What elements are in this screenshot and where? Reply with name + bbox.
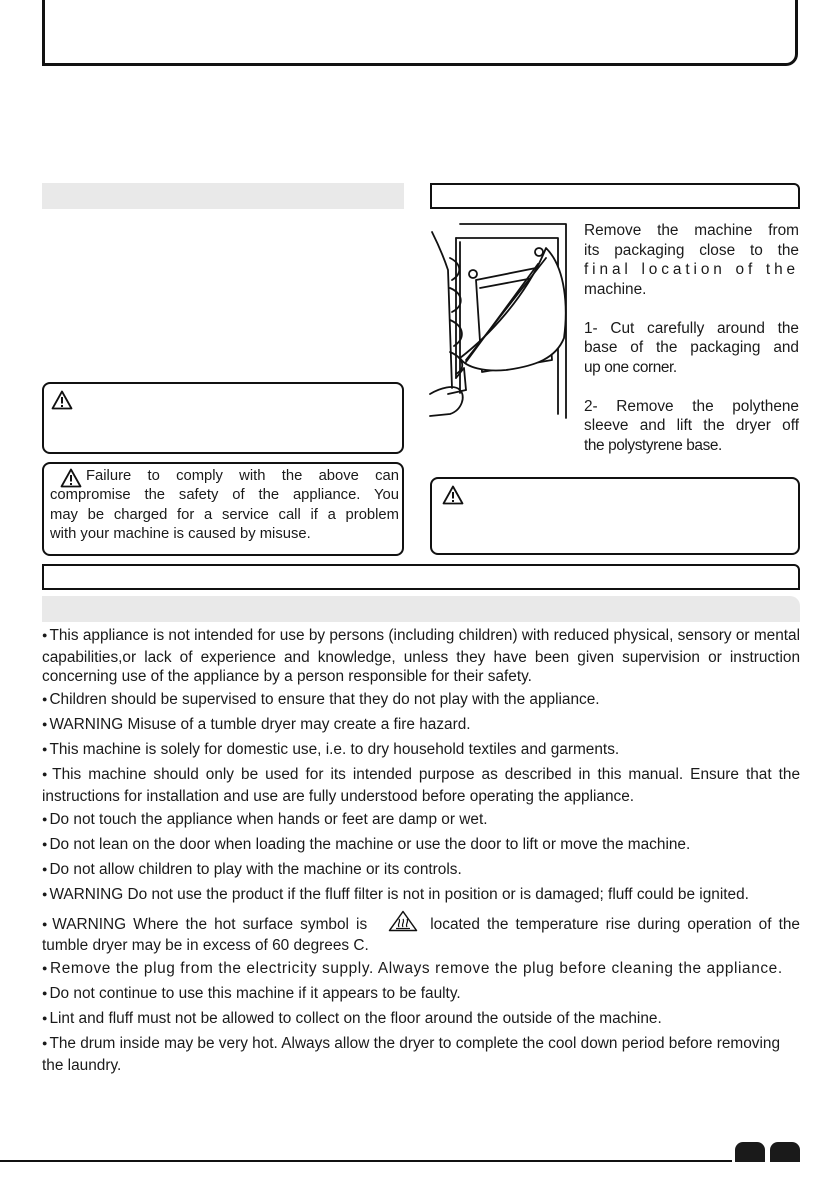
safety-instructions-list — [42, 626, 800, 1079]
right-section-heading-box — [430, 183, 800, 209]
step1-line-2: base of the packaging and — [584, 339, 799, 356]
safety-section-heading-box — [42, 564, 800, 590]
intro-line-4: machine. — [584, 280, 647, 298]
safety-bullet-4: ● This machine is solely for domestic use, i.e. to dry household textiles and garments. — [42, 740, 800, 762]
unpacking-illustration — [426, 218, 576, 433]
misuse-line-3: may be charged for a service call if a problem — [50, 506, 399, 523]
title-frame — [42, 0, 798, 66]
left-section-heading-bar — [42, 183, 404, 209]
safety-bullet-11: ● Remove the plug from the electricity supply. Always remove the plug before cleaning the appliance. — [42, 959, 800, 981]
safety-bullet-8: ● Do not allow children to play with the machine or its controls. — [42, 860, 800, 882]
warning-triangle-icon — [51, 390, 73, 410]
intro-line-3: final location of the — [584, 261, 799, 278]
intro-line-2: its packaging close to the — [584, 241, 799, 259]
page-tab-right — [770, 1142, 800, 1162]
safety-bullet-13: ● Lint and fluff must not be allowed to collect on the floor around the outside of the machine. — [42, 1009, 800, 1031]
safety-bullet-3: ● WARNING Misuse of a tumble dryer may create a fire hazard. — [42, 715, 800, 737]
hot-surface-icon — [388, 910, 418, 932]
safety-bullet-6: ● Do not touch the appliance when hands or feet are damp or wet. — [42, 810, 800, 832]
left-warning-box-2 — [42, 462, 404, 556]
intro-line-1: Remove the machine from — [584, 222, 799, 239]
safety-subheading-bar — [42, 596, 800, 622]
safety-bullet-1: ● This appliance is not intended for use by persons (including children) with reduced physical, sensory or mental capabilities,or lack of experience and knowledge, unless they have been given supervision or instruction concerning use of the appliance by a person responsible for their safety. — [42, 626, 800, 687]
left-warning-box-1 — [42, 382, 404, 454]
footer-rule — [0, 1160, 732, 1162]
hot-surface-text-after: located the temperature rise during operation of the tumble dryer may be in excess of 60 degrees C. — [42, 915, 800, 955]
misuse-warning-text — [50, 467, 399, 545]
safety-bullet-10 — [42, 910, 800, 956]
misuse-line-4: with your machine is caused by misuse. — [50, 526, 311, 543]
safety-bullet-5: ● This machine should only be used for its intended purpose as described in this manual. Ensure that the instructions for installation and use are fully understood before operating the appliance. — [42, 765, 800, 806]
misuse-line-2: compromise the safety of the appliance. You — [50, 487, 399, 504]
safety-bullet-12: ● Do not continue to use this machine if it appears to be faulty. — [42, 984, 800, 1006]
right-warning-box — [430, 477, 800, 555]
safety-bullet-9: ● WARNING Do not use the product if the fluff filter is not in position or is damaged; fluff could be ignited. — [42, 885, 800, 907]
step1-line-1: 1- Cut carefully around the — [584, 319, 799, 337]
step2-line-2: sleeve and lift the dryer off — [584, 417, 799, 434]
step2-line-3: the polystyrene base. — [584, 436, 722, 454]
unpacking-instructions — [584, 221, 799, 455]
step2-line-1: 2- Remove the polythene — [584, 397, 799, 415]
safety-bullet-7: ● Do not lean on the door when loading the machine or use the door to lift or move the machine. — [42, 835, 800, 857]
misuse-line-1: Failure to comply with the above can — [86, 468, 399, 484]
hot-surface-text-before: WARNING Where the hot surface symbol is — [52, 915, 368, 933]
warning-triangle-icon — [442, 485, 464, 505]
step1-line-3: up one corner. — [584, 358, 677, 376]
safety-bullet-14: ● The drum inside may be very hot. Always allow the dryer to complete the cool down period before removing the laundry. — [42, 1034, 800, 1075]
safety-bullet-2: ● Children should be supervised to ensure that they do not play with the appliance. — [42, 690, 800, 712]
page-tab-left — [735, 1142, 765, 1162]
